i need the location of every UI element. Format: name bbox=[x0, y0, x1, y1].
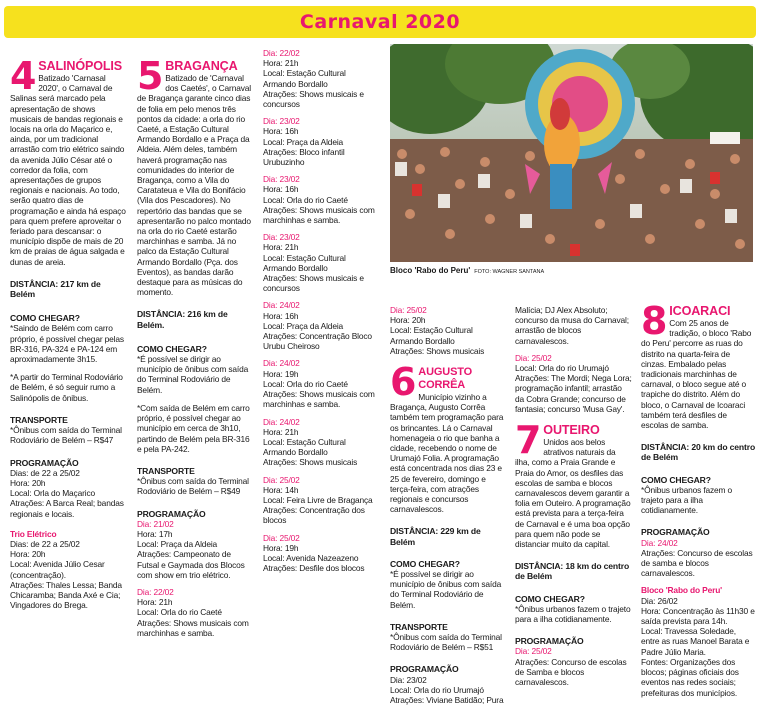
event-date: Dia: 25/02 bbox=[515, 352, 552, 363]
page-title: Carnaval 2020 bbox=[299, 11, 461, 33]
program-text: Dias: de 22 a 25/02 bbox=[10, 467, 80, 478]
program-text: Atrações: Concurso de escolas de Samba e blocos carnavalescos. bbox=[515, 656, 627, 688]
event-date: Dia: 22/02 bbox=[263, 48, 300, 58]
event-text: Atrações: Bloco infantil Urubuzinho bbox=[263, 146, 345, 168]
how-to-arrive-text: *Com saída de Belém em carro próprio, é possível chegar ao município em cerca de 3h10, partindo de Belém pela BR-316 e pela PA-242. bbox=[137, 402, 250, 454]
program-text: Local: Avenida Júlio Cesar (concentração). bbox=[10, 559, 105, 580]
transport-heading: TRANSPORTE bbox=[390, 621, 448, 632]
program-text: Atrações: A Barca Real; bandas regionais e locais. bbox=[10, 498, 124, 519]
event-date: Dia: 23/02 bbox=[263, 174, 300, 185]
event-text: Local: Estação Cultural Armando Bordallo bbox=[390, 325, 473, 346]
program-date: Dia: 24/02 bbox=[641, 537, 678, 548]
section-number: 5 bbox=[137, 54, 164, 98]
event-text: Local: Orla do rio Caeté bbox=[263, 378, 348, 389]
how-to-arrive-text: *É possível se dirigir ao município de ônibus com saída do Terminal Rodoviário de Belém. bbox=[137, 354, 249, 395]
how-to-arrive-text: *Ônibus urbanos fazem o trajeto para a ilha cotidianamente. bbox=[515, 603, 631, 625]
caption-text: Bloco 'Rabo do Peru' bbox=[390, 266, 471, 275]
how-to-arrive-heading: COMO CHEGAR? bbox=[515, 593, 585, 604]
program-date: Dia: 25/02 bbox=[515, 646, 552, 657]
how-to-arrive-heading: COMO CHEGAR? bbox=[390, 558, 460, 569]
event-text: Local: Praça da Aldeia bbox=[137, 539, 218, 550]
city-name: AUGUSTO CORRÊA bbox=[418, 366, 473, 392]
event-text: Atrações: Shows musicais com marchinhas e samba. bbox=[263, 389, 375, 410]
program-text: Hora: Concentração às 11h30 e saída prevista para 14h. bbox=[641, 605, 755, 627]
transport-heading: TRANSPORTE bbox=[10, 414, 68, 425]
event-text: Hora: 21h bbox=[263, 242, 299, 253]
event-text: Hora: 16h bbox=[263, 126, 299, 137]
program-text: Dias: de 22 a 25/02 bbox=[10, 538, 80, 549]
column-icoaraci bbox=[641, 299, 756, 698]
event-text: Hora: 20h bbox=[390, 315, 426, 326]
distance: DISTÂNCIA: 18 km do centro de Belém bbox=[515, 561, 630, 582]
event-text: Hora: 21h bbox=[263, 426, 299, 437]
event-text: Atrações: Shows musicais com marchinhas e samba. bbox=[263, 204, 375, 226]
event-text: Hora: 16h bbox=[263, 184, 299, 195]
city-name: OUTEIRO bbox=[543, 423, 600, 438]
how-to-arrive-text: *A partir do Terminal Rodoviário de Belém, é só seguir rumo a Salinópolis de ônibus. bbox=[10, 372, 123, 403]
program-text: Hora: 20h bbox=[10, 477, 46, 488]
city-name: SALINÓPOLIS bbox=[38, 59, 123, 73]
event-date: Dia: 25/02 bbox=[263, 532, 300, 543]
event-text: Local: Orla do rio Caeté bbox=[137, 607, 222, 618]
program-heading: PROGRAMAÇÃO bbox=[641, 527, 710, 538]
distance: DISTÂNCIA: 229 km de Belém bbox=[390, 526, 481, 547]
program-text: Local: Orla do Maçarico bbox=[10, 488, 95, 499]
sources-text: Fontes: Organizações dos blocos; páginas oficiais dos eventos nas redes sociais; prefeituras dos municípios. bbox=[641, 656, 739, 698]
section-number: 4 bbox=[10, 54, 37, 98]
event-date: Dia: 24/02 bbox=[263, 416, 300, 427]
event-text: Atrações: Shows musicais e concursos bbox=[263, 88, 364, 110]
carnival-crowd-icon bbox=[390, 44, 753, 262]
how-to-arrive-heading: COMO CHEGAR? bbox=[10, 313, 80, 324]
event-text: Local: Estação Cultural Armando Bordallo bbox=[263, 252, 346, 273]
section-number: 7 bbox=[515, 418, 542, 463]
event-date: Dia: 25/02 bbox=[390, 305, 427, 315]
section-number: 6 bbox=[390, 360, 417, 405]
program-heading: PROGRAMAÇÃO bbox=[390, 664, 459, 675]
transport-text: *Ônibus com saída do Terminal Rodoviário de Belém – R$49 bbox=[137, 476, 249, 497]
program-heading: PROGRAMAÇÃO bbox=[515, 636, 584, 647]
event-text: Local: Estação Cultural Armando Bordallo bbox=[263, 436, 346, 458]
event-text: Atrações: Campeonato de Futsal e Gaymada dos Blocos com show em trio elétrico. bbox=[137, 549, 245, 580]
event-text: Atrações: Shows musicais bbox=[263, 457, 358, 468]
event-text: Hora: 19h bbox=[263, 368, 299, 379]
title-banner bbox=[4, 6, 756, 38]
event-date: Dia: 24/02 bbox=[263, 358, 300, 369]
event-text: Local: Estação Cultural Armando Bordallo bbox=[263, 68, 346, 89]
column-outeiro bbox=[515, 305, 632, 687]
event-date: Dia: 23/02 bbox=[263, 116, 300, 127]
event-text: Atrações: Concentração dos blocos bbox=[263, 505, 365, 526]
event-text: Local: Feira Livre de Bragança bbox=[263, 494, 373, 505]
column-salinopolis bbox=[10, 54, 127, 611]
photo-caption bbox=[390, 266, 544, 275]
event-text: Local: Praça da Aldeia bbox=[263, 136, 344, 147]
transport-text: *Ônibus com saída do Terminal Rodoviário de Belém – R$51 bbox=[390, 632, 502, 653]
distance: DISTÂNCIA: 217 km de Belém bbox=[10, 278, 101, 300]
event-text: Hora: 21h bbox=[137, 597, 173, 608]
trio-heading: Trio Elétrico bbox=[10, 528, 57, 539]
event-text: Local: Orla do rio Urumajó bbox=[515, 363, 609, 374]
event-text: Hora: 14h bbox=[263, 484, 299, 495]
event-date: Dia: 23/02 bbox=[263, 232, 300, 243]
event-text: Atrações: Shows musicais com marchinhas e samba. bbox=[137, 617, 249, 638]
section-number: 8 bbox=[641, 299, 668, 343]
intro-text: Com 25 anos de tradição, o bloco 'Rabo do Peru' percorre as ruas do distrito na quarta-feira de cinzas. Embalado pelas tradicionais marchinhas de carnaval, o bloco segue até o trapiche do distrito. Além do bloco, o Carnaval de Icoaraci também terá desfiles de escolas de samba. bbox=[641, 318, 752, 431]
intro-text: Unidos aos belos atrativos naturais da ilha, como a Praia Grande e Praia do Amor, os desfiles das escolas de samba e blocos carnavalescos devem garantir a folia em Outeiro. A programação está prevista para a terça-feira de Carnaval e é uma boa opção para quem não pode se distanciar muito da capital. bbox=[515, 437, 631, 550]
column-braganca-events bbox=[263, 48, 380, 573]
how-to-arrive-text: *Saindo de Belém com carro próprio, é possível chegar pelas BR-316, PA-324 e PA-124 em aproximadamente 3h15. bbox=[10, 323, 124, 365]
event-date: Dia: 22/02 bbox=[137, 586, 174, 597]
event-text: Atrações: Shows musicais bbox=[390, 345, 485, 356]
event-text: Local: Orla do rio Caeté bbox=[263, 194, 348, 205]
event-text: Local: Avenida Nazeazeno bbox=[263, 552, 359, 563]
program-text: Atrações: Concurso de escolas de samba e blocos carnavalescos. bbox=[641, 547, 753, 579]
event-text: Hora: 21h bbox=[263, 58, 299, 69]
program-heading: PROGRAMAÇÃO bbox=[10, 457, 79, 468]
bloco-heading: Bloco 'Rabo do Peru' bbox=[641, 585, 723, 596]
how-to-arrive-text: *Ônibus urbanos fazem o trajeto para a ilha cotidianamente. bbox=[641, 484, 733, 516]
program-text: Dia: 23/02 bbox=[390, 674, 427, 685]
how-to-arrive-heading: COMO CHEGAR? bbox=[137, 343, 207, 354]
event-date: Dia: 25/02 bbox=[263, 474, 300, 485]
event-text: Hora: 17h bbox=[137, 528, 173, 539]
program-text: Local: Travessa Soledade, entre as ruas Manoel Barata e Padre Júlio Maria. bbox=[641, 626, 750, 657]
program-text: Atrações: Viviane Batidão; Pura bbox=[390, 695, 504, 706]
distance: DISTÂNCIA: 216 km de Belém. bbox=[137, 309, 228, 330]
event-text: Atrações: The Mordi; Nega Lora; programação infantil; arrastão da Cobra Grande; concurso de fantasia; concurso 'Musa Gay'. bbox=[515, 373, 632, 414]
event-text: Hora: 16h bbox=[263, 310, 299, 321]
event-date: Dia: 24/02 bbox=[263, 300, 300, 311]
intro-text: Município vizinho a Bragança, Augusto Corrêa também tem programação para os brincantes. Lá o Carnaval homenageia o rio que banha a cidade, recebendo o nome de Urumajó Folia. A programação está concentrada nos dias 23 e 25 de fevereiro, domingo e terça-feira, com atrações regionais e concursos carnavalescos. bbox=[390, 392, 504, 515]
carnival-crowd-photo bbox=[390, 44, 753, 262]
program-text: Dia: 26/02 bbox=[641, 595, 678, 606]
column-braganca bbox=[137, 54, 254, 638]
distance: DISTÂNCIA: 20 km do centro de Belém bbox=[641, 442, 756, 463]
program-text: Hora: 20h bbox=[10, 549, 46, 560]
transport-text: *Ônibus com saída do Terminal Rodoviário de Belém – R$47 bbox=[10, 425, 122, 446]
how-to-arrive-text: *É possível se dirigir ao município de ônibus com saída do Terminal Rodoviário de Belém. bbox=[390, 569, 502, 610]
event-text: Atrações: Concentração Bloco Urubu Cheiroso bbox=[263, 331, 372, 352]
photo-credit: FOTO: WAGNER SANTANA bbox=[474, 269, 545, 275]
program-heading: PROGRAMAÇÃO bbox=[137, 508, 206, 519]
transport-heading: TRANSPORTE bbox=[137, 465, 195, 476]
program-text: Local: Orla do rio Urumajó bbox=[390, 684, 484, 695]
event-text: Local: Praça da Aldeia bbox=[263, 320, 344, 331]
program-text: Atrações: Thales Lessa; Banda Chicaramba; Banda Axé e Cia; Vingadores do Brega. bbox=[10, 579, 122, 611]
event-text: Atrações: Shows musicais e concursos bbox=[263, 273, 364, 294]
column-augusto-correa bbox=[390, 305, 507, 705]
how-to-arrive-heading: COMO CHEGAR? bbox=[641, 474, 711, 485]
city-name: ICOARACI bbox=[669, 304, 731, 318]
event-text: Hora: 19h bbox=[263, 542, 299, 553]
intro-text: Batizado de 'Carnaval dos Caetés', o Carnaval de Bragança garante cinco dias de folia em pelo menos três pontos da cidade: a orla do rio Caeté, a Estação Cultural Armando Bordallo e a Praça da Aldeia. Além deles, também haverá programação nas comunidades do interior de Bragança, como a Vila do Caratateua e Vila do Bonifácio (Vila dos Pescadores). No repertório das bandas que se apresentarão no palco montado na orla do rio Caeté estarão marchinhas e samba. Já no palco da Estação Cultural Armando Bordallo (Pça. dos Eventos), as bandas darão destaque para as músicas do momento. bbox=[137, 73, 251, 298]
intro-text: Batizado 'Carnasal 2020', o Carnaval de Salinas será marcado pela apresentação de shows musicais de bandas regionais e locais na orla do Maçarico e, ainda, por um tradicional arrastão com trio elétrico saindo da avenida Júlio César até o corredor da folia, com apresentações de grupos regionais e nacionais. Ao todo, serão quatro dias de programação e ainda há espaço para quem prefere aproveitar o feriado para descansar: o município dispõe de mais de 20 km de praias de água salgada e dunas de areia. bbox=[10, 73, 126, 267]
event-text: Atrações: Desfile dos blocos bbox=[263, 563, 365, 574]
city-name: BRAGANÇA bbox=[165, 59, 238, 73]
event-date: Dia: 21/02 bbox=[137, 518, 174, 529]
event-text: Malícia; DJ Alex Absoluto; concurso da musa do Carnaval; arrastão de blocos carnavalescos. bbox=[515, 305, 629, 346]
